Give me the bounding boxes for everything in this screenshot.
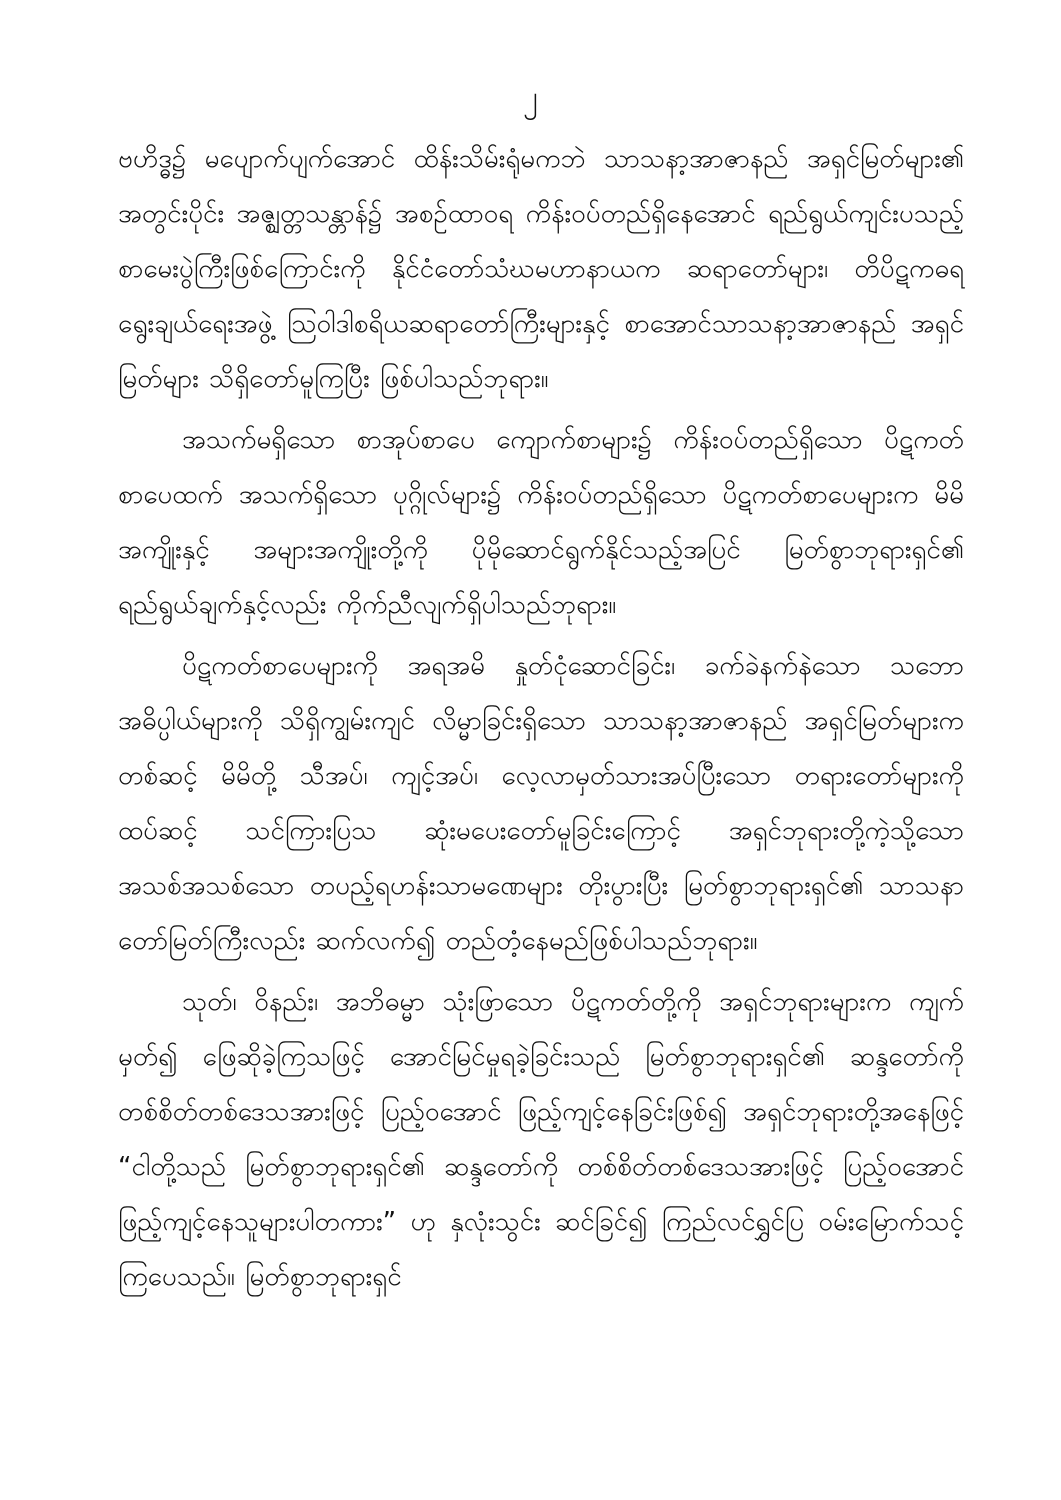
page-number: ၂ [523, 80, 538, 115]
paragraph-3: ပိဋကတ်စာပေများကို အရအမိ နှုတ်ငုံဆောင်ခြင်း၊ ခက်ခဲနက်နဲသော သဘောအဓိပ္ပါယ်များကို သိရှိကျွမ်းကျင် လိမ္မာခြင်းရှိသော သာသနာ့အာဇာနည် အရှင်မြတ်များကတစ်ဆင့် မိမိတို့ သီအပ်၊ ကျင့်အပ်၊ လေ့လာမှတ်သားအပ်ပြီးသော တရားတော်များကို ထပ်ဆင့် သင်ကြားပြသ ဆုံးမပေးတော်မူခြင်းကြောင့် အရှင်ဘုရားတို့ကဲ့သို့သော အသစ်အသစ်သော တပည့်ရဟန်းသာမဏေများ တိုးပွားပြီး မြတ်စွာဘုရားရှင်၏ သာသနာတော်မြတ်ကြီးလည်း ဆက်လက်၍ တည်တံ့နေမည်ဖြစ်ပါသည်ဘုရား။ [118, 651, 964, 956]
body-text [118, 132, 964, 1311]
paragraph-1: ဗဟိဒ္ဓ၌ မပျောက်ပျက်အောင် ထိန်းသိမ်းရုံမကဘဲ သာသနာ့အာဇာနည် အရှင်မြတ်များ၏ အတွင်းပိုင်း အဇ္ဈတ္တသန္တာန်၌ အစဉ်ထာဝရ ကိန်းဝပ်တည်ရှိနေအောင် ရည်ရွယ်ကျင်းပသည့် စာမေးပွဲကြီးဖြစ်ကြောင်းကို နိုင်ငံတော်သံဃမဟာနာယက ဆရာတော်များ၊ တိပိဋကဓရ ရွေးချယ်ရေးအဖွဲ့ ဩဝါဒါစရိယဆရာတော်ကြီးများနှင့် စာအောင်သာသနာ့အာဇာနည် အရှင်မြတ်များ သိရှိတော်မူကြပြီး ဖြစ်ပါသည်ဘုရား။ [118, 144, 964, 394]
paragraph-4: သုတ်၊ ဝိနည်း၊ အဘိဓမ္မာ သုံးဖြာသော ပိဋကတ်တို့ကို အရှင်ဘုရားများက ကျက်မှတ်၍ ဖြေဆိုခဲ့ကြသဖြင့် အောင်မြင်မှုရခဲ့ခြင်းသည် မြတ်စွာဘုရားရှင်၏ ဆန္ဒတော်ကို တစ်စိတ်တစ်ဒေသအားဖြင့် ပြည့်ဝအောင် ဖြည့်ကျင့်နေခြင်းဖြစ်၍ အရှင်ဘုရားတို့အနေဖြင့် “ငါတို့သည် မြတ်စွာဘုရားရှင်၏ ဆန္ဒတော်ကို တစ်စိတ်တစ်ဒေသအားဖြင့် ပြည့်ဝအောင် ဖြည့်ကျင့်နေသူများပါတကား” ဟု နှလုံးသွင်း ဆင်ခြင်၍ ကြည်လင်ရွှင်ပြ ဝမ်းမြောက်သင့်ကြပေသည်။ မြတ်စွာဘုရားရှင် [118, 987, 964, 1292]
paragraph-2: အသက်မရှိသော စာအုပ်စာပေ ကျောက်စာများ၌ ကိန်းဝပ်တည်ရှိသော ပိဋကတ်စာပေထက် အသက်ရှိသော ပုဂ္ဂိုလ်များ၌ ကိန်းဝပ်တည်ရှိသော ပိဋကတ်စာပေများက မိမိအကျိုးနှင့် အများအကျိုးတို့ကို ပိုမိုဆောင်ရွက်နိုင်သည့်အပြင် မြတ်စွာဘုရားရှင်၏ ရည်ရွယ်ချက်နှင့်လည်း ကိုက်ညီလျက်ရှိပါသည်ဘုရား။ [118, 425, 964, 620]
